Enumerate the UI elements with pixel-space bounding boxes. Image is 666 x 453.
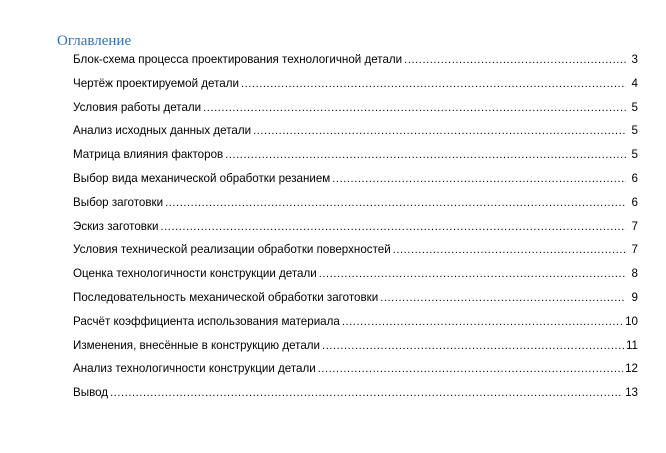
toc-entry-title: Эскиз заготовки: [73, 219, 159, 233]
toc-entry[interactable]: [73, 265, 638, 289]
toc-heading: Оглавление: [57, 33, 132, 49]
toc-entry-page: 5: [631, 148, 638, 162]
toc-dot-leader: [332, 171, 626, 188]
toc-entry[interactable]: [73, 313, 638, 337]
toc-entry-page: 9: [631, 290, 638, 304]
toc-entry-page: 7: [631, 243, 638, 257]
toc-entry-page: 3: [631, 53, 638, 66]
toc-entry[interactable]: [73, 194, 638, 218]
toc-entry-page: 5: [631, 124, 638, 138]
toc-entry-title: Оценка технологичности конструкции детали: [73, 267, 317, 281]
toc-entry-page: 5: [631, 100, 638, 114]
toc-entry-page: 13: [625, 386, 638, 400]
toc-dot-leader: [318, 361, 623, 378]
toc-dot-leader: [319, 266, 626, 283]
toc-entry-title: Чертёж проектируемой детали: [73, 76, 239, 90]
toc-dot-leader: [160, 219, 626, 236]
toc-entry-page: 11: [625, 338, 638, 352]
toc-dot-leader: [225, 147, 626, 164]
toc-entry-title: Выбор заготовки: [73, 195, 164, 209]
toc-dot-leader: [110, 385, 623, 402]
toc-entry-title: Анализ исходных данных детали: [73, 124, 252, 138]
toc-entry-title: Изменения, внесённые в конструкцию детали: [73, 338, 321, 352]
toc-dot-leader: [165, 195, 626, 212]
toc-entry-title: Последовательность механической обработки заготовки: [73, 290, 379, 304]
toc-entry-title: Матрица влияния факторов: [73, 148, 224, 162]
toc-entry[interactable]: [73, 337, 638, 361]
toc-entry[interactable]: [73, 241, 638, 265]
toc-entry[interactable]: [73, 146, 638, 170]
toc-dot-leader: [203, 100, 626, 117]
toc-entry[interactable]: [73, 75, 638, 99]
toc-entry-title: Условия технической реализации обработки поверхностей: [73, 243, 391, 257]
toc-entry-title: Анализ технологичности конструкции детали: [73, 362, 316, 376]
toc-entry-title: Блок-схема процесса проектирования технологичной детали: [73, 53, 403, 66]
toc-entry[interactable]: [73, 51, 638, 75]
toc-entry-page: 10: [625, 314, 638, 328]
toc-entry-page: 6: [631, 195, 638, 209]
toc-entry-page: 12: [625, 362, 638, 376]
toc-dot-leader: [322, 338, 624, 355]
toc-dot-leader: [393, 242, 626, 259]
toc-entry-title: Условия работы детали: [73, 100, 202, 114]
toc-entry-page: 4: [631, 76, 638, 90]
toc-entry[interactable]: [73, 99, 638, 123]
toc-dot-leader: [380, 290, 626, 307]
toc-entry[interactable]: [73, 218, 638, 242]
toc-entry-title: Вывод: [73, 386, 109, 400]
toc-entry-title: Расчёт коэффициента использования материала: [73, 314, 340, 328]
table-of-contents: [73, 51, 638, 408]
toc-dot-leader: [253, 123, 626, 140]
toc-dot-leader: [342, 314, 623, 331]
toc-entry[interactable]: [73, 289, 638, 313]
toc-entry-page: 7: [631, 219, 638, 233]
toc-entry-page: 6: [631, 171, 638, 185]
toc-dot-leader: [241, 76, 626, 93]
toc-entry[interactable]: [73, 360, 638, 384]
toc-dot-leader: [404, 52, 626, 69]
toc-entry[interactable]: [73, 170, 638, 194]
toc-entry[interactable]: [73, 122, 638, 146]
toc-entry-title: Выбор вида механической обработки резанием: [73, 171, 331, 185]
toc-entry[interactable]: [73, 384, 638, 408]
toc-entry-page: 8: [631, 267, 638, 281]
